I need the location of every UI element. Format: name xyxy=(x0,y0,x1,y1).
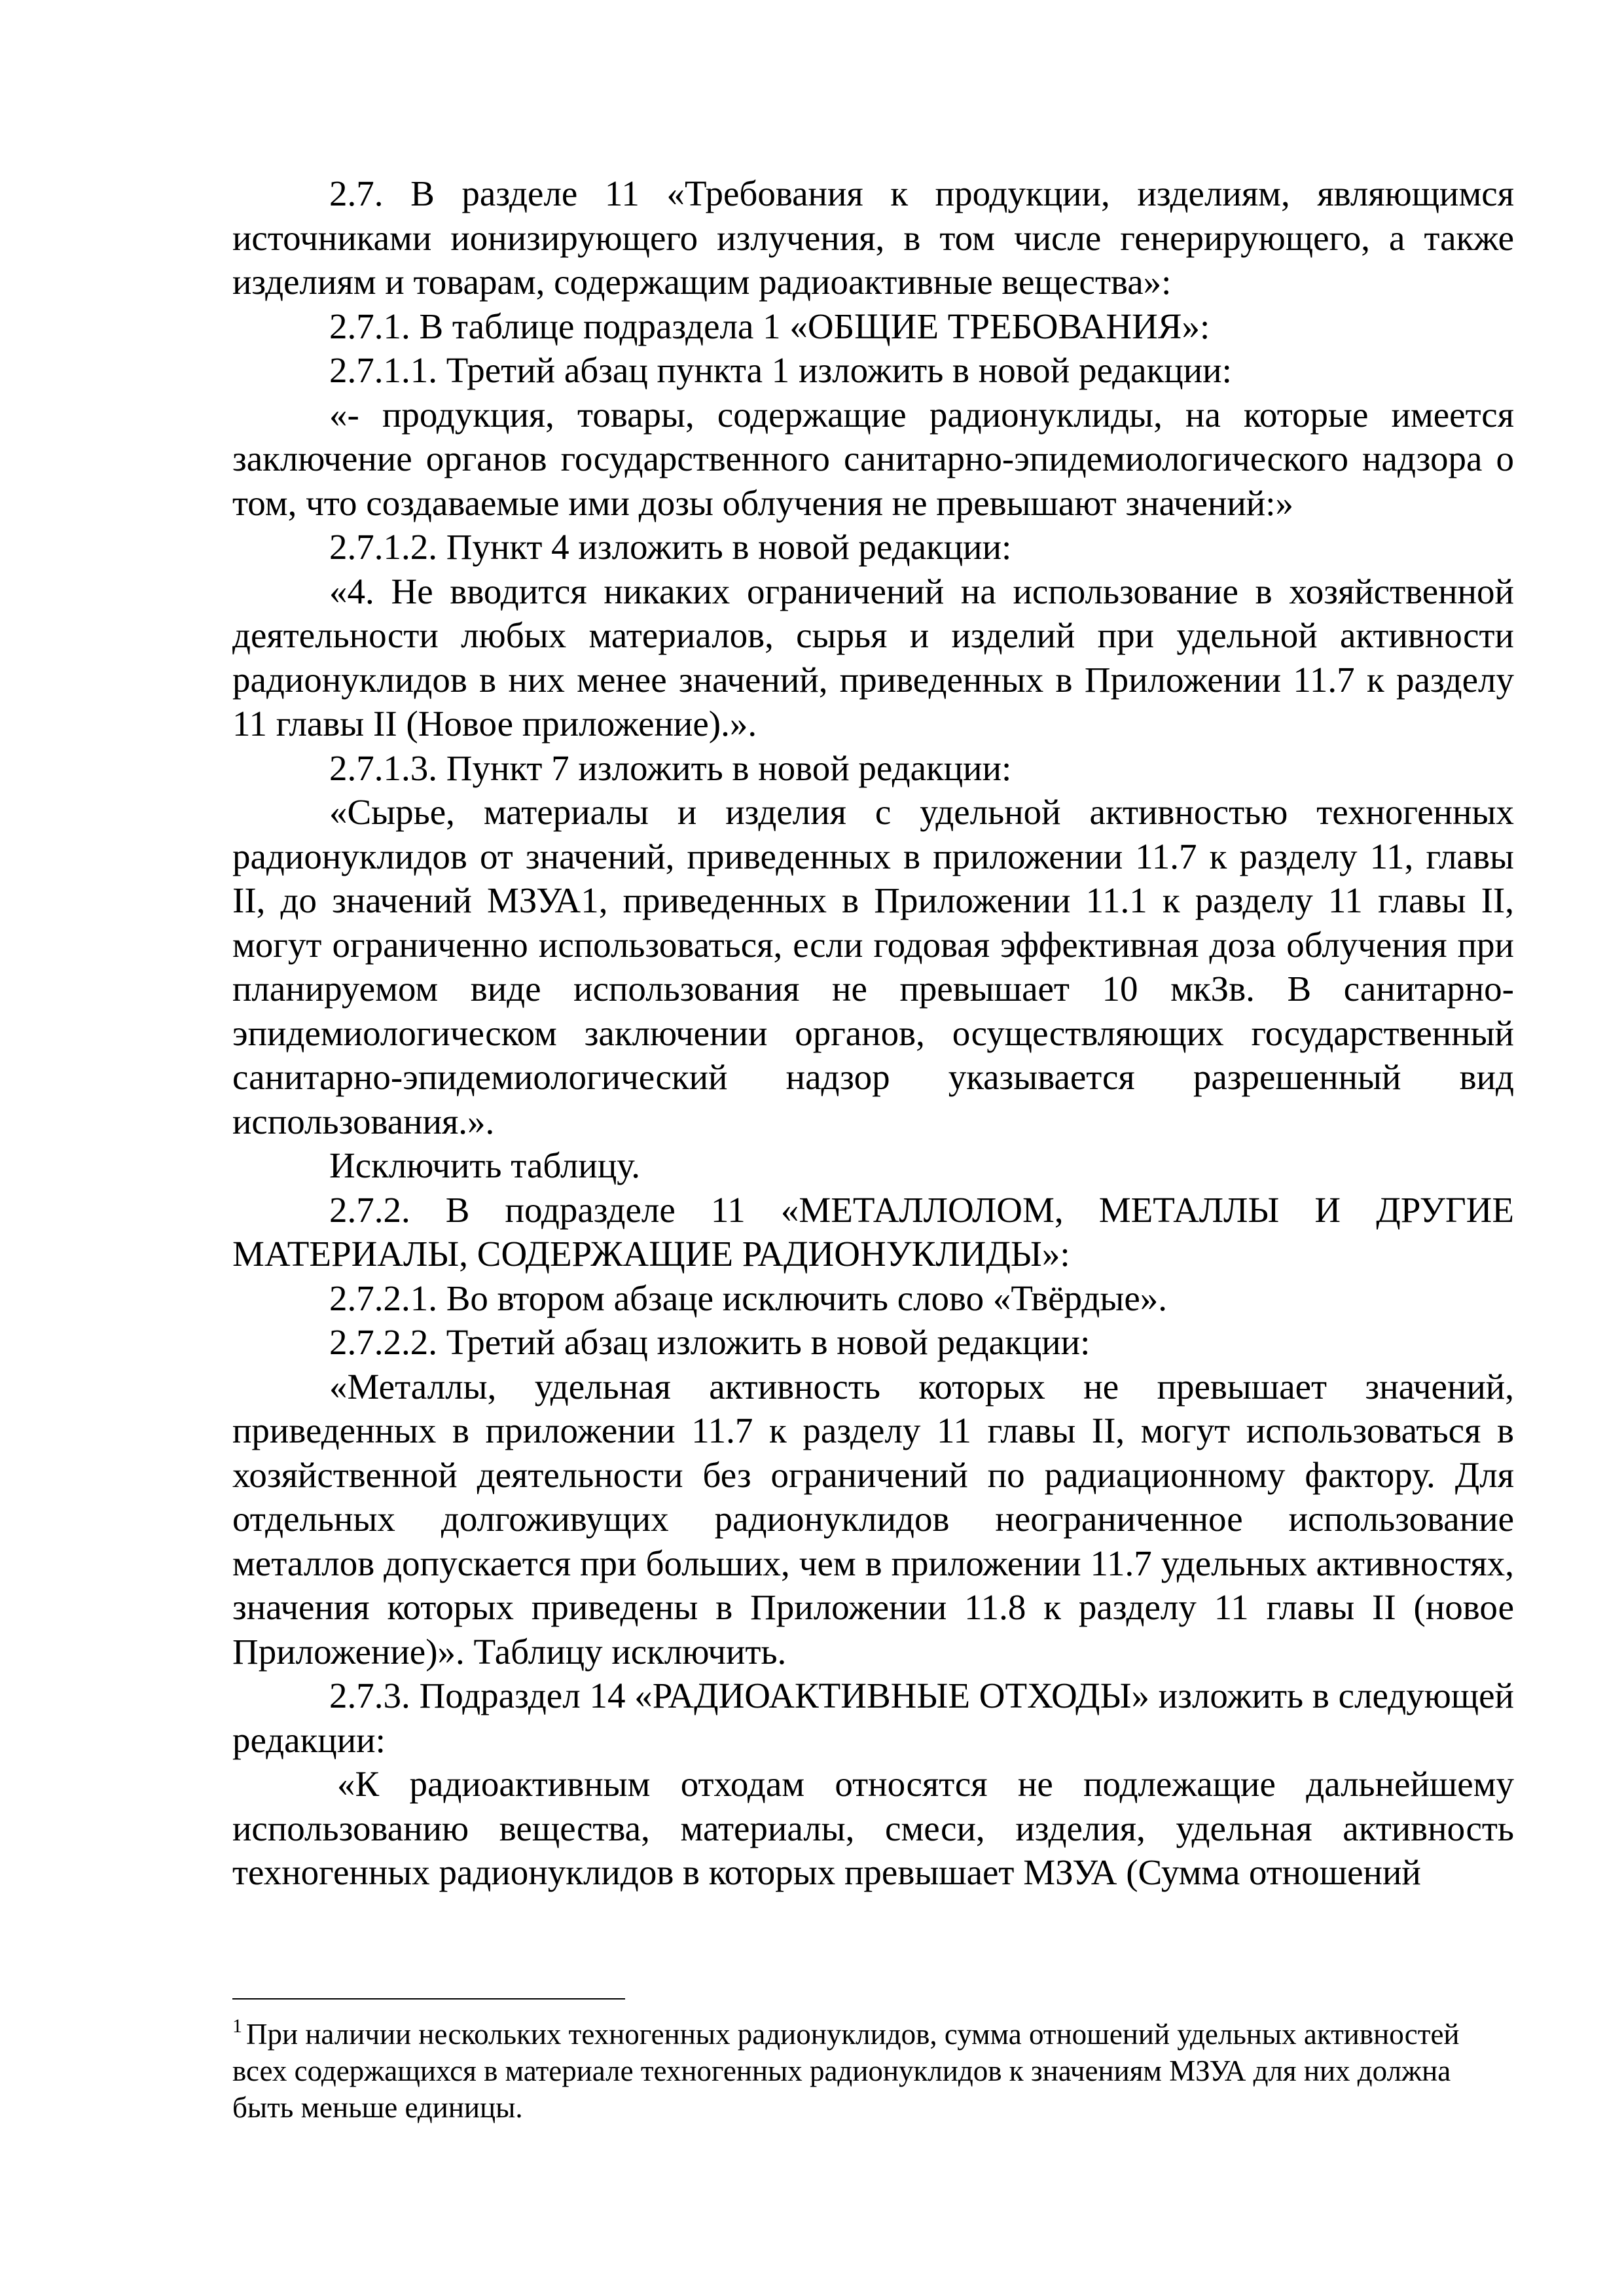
footnote-separator xyxy=(232,1998,625,2000)
paragraph-2-7: 2.7. В разделе 11 «Требования к продукции, изделиям, являющимся источниками ионизирующего излучения, в том числе генерирующего, а также изделиям и товарам, содержащим радиоактивные вещества»: xyxy=(232,173,1514,302)
paragraph-2-7-3: 2.7.3. Подраздел 14 «РАДИОАКТИВНЫЕ ОТХОДЫ» изложить в следующей редакции: xyxy=(232,1676,1514,1760)
paragraph-exclude-table: Исключить таблицу. xyxy=(329,1145,641,1185)
paragraph-2-7-1: 2.7.1. В таблице подраздела 1 «ОБЩИЕ ТРЕБОВАНИЯ»: xyxy=(329,306,1210,346)
paragraph-quote-raw-materials: «Сырье, материалы и изделия с удельной активностью техногенных радионуклидов от значений, приведенных в приложении 11.7 к разделу 11, главы II, до значений МЗУА1, приведенных в Приложении 11.1 к разделу 11 главы II, могут ограниченно использоваться, если годовая эффективная доза облучения при планируемом виде использования не превышает 10 мкЗв. В санитарно-эпидемиологическом заключении органов, осуществляющих государственный санитарно-эпидемиологический надзор указывается разрешенный вид использования.». xyxy=(232,792,1514,1141)
footnote-text: При наличии нескольких техногенных радионуклидов, сумма отношений удельных активностей всех содержащихся в материале техногенных радионуклидов к значениям МЗУА для них должна быть меньше единицы. xyxy=(232,2018,1460,2124)
paragraph-2-7-2-2: 2.7.2.2. Третий абзац изложить в новой редакции: xyxy=(329,1322,1091,1362)
paragraph-2-7-1-2: 2.7.1.2. Пункт 4 изложить в новой редакции: xyxy=(329,527,1012,567)
body-text xyxy=(232,171,1514,1895)
paragraph-2-7-2-1: 2.7.2.1. Во втором абзаце исключить слово «Твёрдые». xyxy=(329,1278,1168,1318)
paragraph-2-7-1-1: 2.7.1.1. Третий абзац пункта 1 изложить в новой редакции: xyxy=(329,350,1232,390)
footnote-marker: 1 xyxy=(232,2015,242,2037)
paragraph-2-7-1-3: 2.7.1.3. Пункт 7 изложить в новой редакции: xyxy=(329,747,1012,788)
paragraph-quote-item-4: «4. Не вводится никаких ограничений на использование в хозяйственной деятельности любых материалов, сырья и изделий при удельной активности радионуклидов в них менее значений, приведенных в Приложении 11.7 к разделу 11 главы II (Новое приложение).». xyxy=(232,571,1514,744)
paragraph-quote-products: «- продукция, товары, содержащие радионуклиды, на которые имеется заключение органов государственного санитарно-эпидемиологического надзора о том, что создаваемые ими дозы облучения не превышают значений:» xyxy=(232,394,1514,523)
paragraph-quote-radioactive-waste: «К радиоактивным отходам относятся не подлежащие дальнейшему использованию вещества, материалы, смеси, изделия, удельная активность техногенных радионуклидов в которых превышает МЗУА (Сумма отношений xyxy=(232,1764,1514,1892)
footnote xyxy=(232,2016,1509,2126)
paragraph-2-7-2: 2.7.2. В подразделе 11 «МЕТАЛЛОЛОМ, МЕТАЛЛЫ И ДРУГИЕ МАТЕРИАЛЫ, СОДЕРЖАЩИЕ РАДИОНУКЛИДЫ»: xyxy=(232,1189,1514,1274)
footnote-paragraph xyxy=(232,2016,1509,2126)
paragraph-quote-metals: «Металлы, удельная активность которых не превышает значений, приведенных в приложении 11.7 к разделу 11 главы II, могут использоваться в хозяйственной деятельности без ограничений по радиационному фактору. Для отдельных долгоживущих радионуклидов неограниченное использование металлов допускается при больших, чем в приложении 11.7 удельных активностях, значения которых приведены в Приложении 11.8 к разделу 11 главы II (новое Приложение)». Таблицу исключить. xyxy=(232,1366,1514,1672)
